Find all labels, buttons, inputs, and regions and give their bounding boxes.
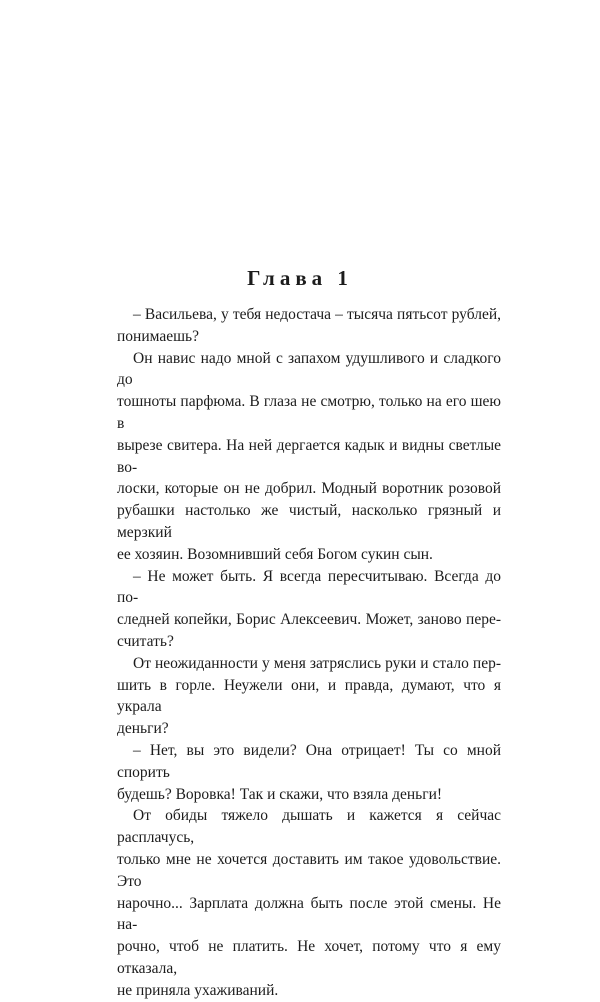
text-line: нарочно... Зарплата должна быть после этой смены. Не на- bbox=[117, 894, 501, 934]
chapter-body bbox=[117, 304, 501, 1002]
text-line: ее хозяин. Возомнивший себя Богом сукин сын. bbox=[117, 545, 433, 563]
paragraph-6 bbox=[117, 805, 501, 1001]
text-line: – Нет, вы это видели? Она отрицает! Ты со мной спорить bbox=[117, 741, 501, 781]
paragraph-3 bbox=[117, 566, 501, 653]
text-line: рочно, чтоб не платить. Не хочет, потому что я ему отказала, bbox=[117, 938, 501, 977]
text-line: От неожиданности у меня затряслись руки и стало пер- bbox=[133, 654, 501, 672]
text-line: лоски, которые он не добрил. Модный воротник розовой bbox=[117, 480, 501, 498]
text-line: тошноты парфюма. В глаза не смотрю, только на его шею в bbox=[117, 393, 501, 432]
text-line: не приняла ухаживаний. bbox=[117, 981, 279, 999]
paragraph-1 bbox=[117, 304, 501, 348]
text-line: понимаешь? bbox=[117, 327, 199, 345]
text-line: – Васильева, у тебя недостача – тысяча пятьсот рублей, bbox=[133, 306, 501, 323]
text-line: От обиды тяжело дышать и кажется я сейчас расплачусь, bbox=[117, 807, 501, 847]
text-line: считать? bbox=[117, 632, 174, 650]
text-line: будешь? Воровка! Так и скажи, что взяла деньги! bbox=[117, 785, 443, 803]
text-line: рубашки настолько же чистый, насколько грязный и мерзкий bbox=[117, 502, 501, 541]
text-line: шить в горле. Неужели они, и правда, думают, что я украла bbox=[117, 676, 501, 716]
paragraph-2 bbox=[117, 348, 501, 566]
chapter-title: Глава 1 bbox=[247, 266, 353, 290]
text-line: вырезе свитера. На ней дергается кадык и видны светлые во- bbox=[117, 436, 501, 476]
paragraph-4 bbox=[117, 653, 501, 740]
text-line: деньги? bbox=[117, 720, 169, 738]
text-line: Он навис надо мной с запахом удушливого и сладкого до bbox=[117, 349, 501, 389]
text-line: только мне не хочется доставить им такое удовольствие. Это bbox=[117, 850, 501, 890]
text-line: – Не может быть. Я всегда пересчитываю. Всегда до по- bbox=[117, 567, 501, 607]
text-line: следней копейки, Борис Алексеевич. Может, заново пере- bbox=[117, 611, 501, 629]
